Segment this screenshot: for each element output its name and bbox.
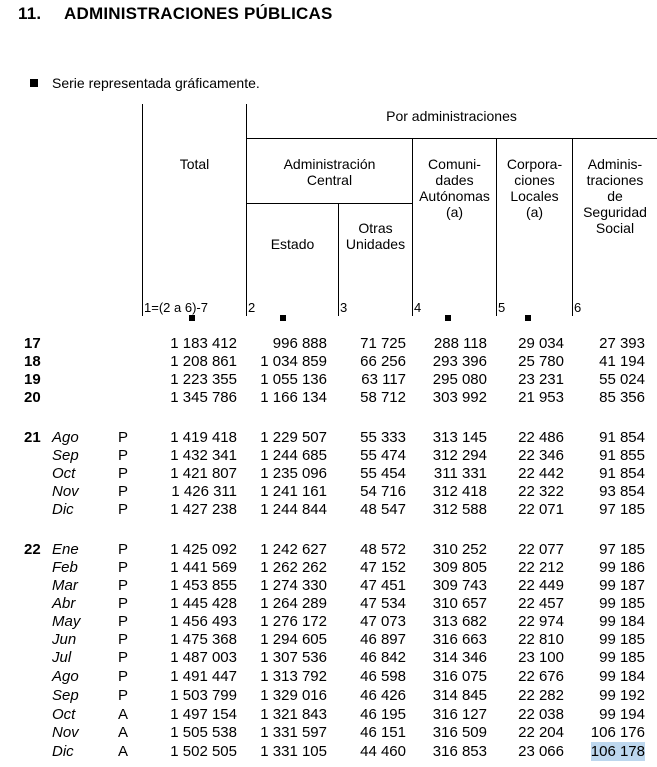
cell-col-5: 23 066 [518, 743, 564, 760]
cell-col-3: 46 426 [360, 687, 406, 704]
cell-col-6: 55 024 [599, 371, 645, 388]
cell-col-5: 22 212 [518, 559, 564, 576]
cell-col-4: 314 346 [432, 649, 487, 666]
row-flag: P [118, 631, 129, 648]
cell-col-4: 310 657 [432, 595, 487, 612]
table-row [0, 558, 657, 577]
cell-col-3: 46 842 [360, 649, 406, 666]
table-row [0, 686, 657, 705]
cell-col-1: 1 223 355 [170, 371, 237, 388]
column-number-3: 3 [340, 300, 348, 315]
square-bullet-icon [30, 79, 38, 87]
cell-col-3: 46 195 [360, 706, 406, 723]
graphed-series-marker-icon [189, 315, 195, 321]
cell-col-3: 46 897 [360, 631, 406, 648]
column-number-4: 4 [414, 300, 422, 315]
cell-col-1: 1 441 569 [170, 559, 237, 576]
cell-col-6: 99 185 [599, 631, 645, 648]
row-flag: P [118, 613, 129, 630]
cell-col-5: 21 953 [518, 389, 564, 406]
table-row [0, 352, 657, 371]
cell-col-1: 1 432 341 [170, 447, 237, 464]
table-row [0, 667, 657, 686]
divider-total [142, 104, 143, 316]
row-flag: P [118, 595, 129, 612]
cell-col-2: 1 329 016 [260, 687, 327, 704]
cell-col-5: 22 322 [518, 483, 564, 500]
cell-col-3: 44 460 [360, 743, 406, 760]
cell-col-5: 22 204 [518, 724, 564, 741]
row-year: 20 [24, 389, 41, 406]
group-header: Por administraciones [386, 108, 517, 124]
cell-col-5: 22 810 [518, 631, 564, 648]
table-row [0, 464, 657, 483]
cell-col-3: 47 152 [360, 559, 406, 576]
row-flag: P [118, 541, 129, 558]
cell-col-5: 22 346 [518, 447, 564, 464]
section-title: ADMINISTRACIONES PÚBLICAS [64, 4, 333, 23]
cell-col-3: 66 256 [360, 353, 406, 370]
row-month: Ene [52, 541, 79, 558]
row-month: Ago [52, 668, 79, 685]
cell-col-5: 22 457 [518, 595, 564, 612]
row-year: 19 [24, 371, 41, 388]
cell-col-6: 99 187 [599, 577, 645, 594]
row-month: Nov [52, 724, 79, 741]
cell-col-2: 1 229 507 [260, 429, 327, 446]
cell-col-6: 99 185 [599, 649, 645, 666]
cell-col-1: 1 208 861 [170, 353, 237, 370]
cell-col-3: 63 117 [361, 371, 406, 388]
cell-col-1: 1 497 154 [170, 706, 237, 723]
cell-col-2: 1 235 096 [260, 465, 327, 482]
cell-col-5: 23 231 [518, 371, 564, 388]
table-row [0, 540, 657, 559]
serie-note-text: Serie representada gráficamente. [52, 75, 260, 91]
row-flag: P [118, 687, 129, 704]
row-year: 22 [24, 541, 41, 558]
cell-col-2: 1 264 289 [260, 595, 327, 612]
table-row [0, 630, 657, 649]
cell-col-2: 1 262 262 [260, 559, 327, 576]
cell-col-2: 1 274 330 [260, 577, 327, 594]
cell-col-1: 1 427 238 [170, 501, 237, 518]
cell-col-6: 99 194 [599, 706, 645, 723]
table-row [0, 500, 657, 519]
cell-col-4: 311 331 [433, 465, 487, 482]
table-row [0, 388, 657, 407]
row-month: Dic [52, 743, 74, 760]
cell-col-3: 46 598 [360, 668, 406, 685]
cell-col-6: 27 393 [599, 335, 645, 352]
table-row [0, 742, 657, 761]
row-month: Jul [52, 649, 72, 666]
row-flag: P [118, 559, 129, 576]
total-header: Total [179, 156, 210, 172]
cell-col-4: 303 992 [432, 389, 487, 406]
graphed-series-marker-icon [445, 315, 451, 321]
cell-col-6: 99 185 [599, 595, 645, 612]
row-year: 18 [24, 353, 41, 370]
cell-col-2: 1 241 161 [260, 483, 327, 500]
row-month: Mar [52, 577, 78, 594]
cell-col-6: 91 854 [599, 465, 645, 482]
graphed-series-marker-icon [525, 315, 531, 321]
section-number: 11. [18, 4, 42, 23]
cell-col-6: 99 184 [599, 613, 645, 630]
cell-col-4: 312 588 [432, 501, 487, 518]
cell-col-3: 55 474 [360, 447, 406, 464]
row-month: Jun [52, 631, 77, 648]
table-row [0, 723, 657, 742]
otras-unidades-header: Otras Unidades [345, 220, 406, 252]
row-month: Ago [52, 429, 79, 446]
cell-col-5: 22 442 [518, 465, 564, 482]
cell-col-1: 1 502 505 [170, 743, 237, 760]
cell-col-2: 1 307 536 [260, 649, 327, 666]
cell-col-4: 309 805 [432, 559, 487, 576]
row-month: Feb [52, 559, 78, 576]
cell-col-2: 1 055 136 [260, 371, 327, 388]
table-row [0, 648, 657, 667]
row-year: 21 [24, 429, 41, 446]
cell-col-2: 1 294 605 [260, 631, 327, 648]
graphed-series-marker-icon [280, 315, 286, 321]
cell-col-1: 1 419 418 [170, 429, 237, 446]
cell-col-4: 316 663 [432, 631, 487, 648]
cell-col-2: 1 034 859 [260, 353, 327, 370]
row-flag: P [118, 465, 129, 482]
cell-col-3: 47 451 [360, 577, 406, 594]
cell-col-6: 99 184 [599, 668, 645, 685]
cell-col-3: 48 572 [360, 541, 406, 558]
row-flag: P [118, 483, 129, 500]
cell-col-4: 309 743 [432, 577, 487, 594]
cell-col-2: 1 331 597 [260, 724, 327, 741]
table-row [0, 612, 657, 631]
row-flag: A [118, 724, 129, 741]
row-flag: P [118, 501, 129, 518]
cell-col-4: 316 127 [432, 706, 487, 723]
row-flag: P [118, 429, 129, 446]
cell-col-2: 1 313 792 [260, 668, 327, 685]
row-flag: P [118, 668, 129, 685]
divider-admin [246, 104, 247, 316]
row-flag: A [118, 743, 129, 760]
cell-col-5: 22 077 [518, 541, 564, 558]
cell-col-6: 91 855 [599, 447, 645, 464]
column-number-1: 1=(2 a 6)-7 [144, 300, 208, 315]
cell-col-6: 97 185 [599, 541, 645, 558]
row-month: Oct [52, 706, 76, 723]
comunidades-header: Comuni- dades Autónomas (a) [419, 156, 490, 220]
cell-col-1: 1 421 807 [170, 465, 237, 482]
estado-header: Estado [270, 236, 315, 252]
table-row [0, 446, 657, 465]
cell-col-5: 22 486 [518, 429, 564, 446]
row-month: Oct [52, 465, 76, 482]
cell-col-1: 1 345 786 [170, 389, 237, 406]
serie-note [30, 75, 260, 91]
cell-col-5: 22 449 [518, 577, 564, 594]
row-month: Dic [52, 501, 74, 518]
cell-col-4: 312 294 [432, 447, 487, 464]
cell-col-6: 106 176 [590, 724, 645, 741]
table-row [0, 334, 657, 353]
row-month: May [52, 613, 81, 630]
cell-col-2: 1 331 105 [260, 743, 327, 760]
cell-col-4: 295 080 [432, 371, 487, 388]
row-month: Sep [52, 447, 79, 464]
cell-col-4: 314 845 [432, 687, 487, 704]
seguridad-social-header: Adminis- traciones de Seguridad Social [583, 156, 647, 236]
cell-col-2: 1 276 172 [260, 613, 327, 630]
cell-col-5: 29 034 [518, 335, 564, 352]
divider-central [246, 203, 412, 204]
table-row [0, 482, 657, 501]
cell-col-4: 310 252 [432, 541, 487, 558]
cell-col-1: 1 505 538 [170, 724, 237, 741]
row-flag: P [118, 577, 129, 594]
cell-col-4: 313 682 [432, 613, 487, 630]
cell-col-3: 47 534 [360, 595, 406, 612]
column-number-5: 5 [498, 300, 506, 315]
row-month: Abr [52, 595, 76, 612]
row-flag: A [118, 706, 129, 723]
cell-col-5: 23 100 [518, 649, 564, 666]
cell-col-6: 91 854 [599, 429, 645, 446]
cell-col-1: 1 491 447 [170, 668, 237, 685]
cell-col-3: 71 725 [360, 335, 406, 352]
cell-col-1: 1 425 092 [170, 541, 237, 558]
cell-col-2: 1 244 685 [260, 447, 327, 464]
row-flag: P [118, 649, 129, 666]
divider-group [246, 138, 657, 139]
cell-col-2: 996 888 [272, 335, 327, 352]
table-row [0, 370, 657, 389]
row-month: Sep [52, 687, 79, 704]
table-row [0, 594, 657, 613]
cell-col-1: 1 475 368 [170, 631, 237, 648]
cell-col-6: 97 185 [599, 501, 645, 518]
cell-col-1: 1 453 855 [170, 577, 237, 594]
cell-col-3: 46 151 [360, 724, 406, 741]
cell-col-4: 312 418 [432, 483, 487, 500]
cell-col-4: 288 118 [433, 335, 487, 352]
cell-col-3: 58 712 [360, 389, 406, 406]
cell-col-6: 99 192 [599, 687, 645, 704]
cell-col-2: 1 242 627 [260, 541, 327, 558]
table-row [0, 576, 657, 595]
cell-col-1: 1 487 003 [170, 649, 237, 666]
page-title [18, 4, 333, 24]
table-row [0, 428, 657, 447]
cell-col-4: 316 075 [432, 668, 487, 685]
cell-col-6: 99 186 [599, 559, 645, 576]
cell-col-2: 1 321 843 [260, 706, 327, 723]
cell-col-2: 1 166 134 [260, 389, 327, 406]
cell-col-3: 47 073 [360, 613, 406, 630]
cell-col-4: 293 396 [432, 353, 487, 370]
cell-col-5: 22 038 [518, 706, 564, 723]
corporaciones-header: Corpora- ciones Locales (a) [506, 156, 563, 220]
row-flag: P [118, 447, 129, 464]
row-year: 17 [24, 335, 41, 352]
cell-col-4: 316 509 [432, 724, 487, 741]
cell-col-1: 1 503 799 [170, 687, 237, 704]
cell-col-1: 1 426 311 [171, 483, 237, 500]
cell-col-6: 85 356 [599, 389, 645, 406]
cell-col-3: 54 716 [360, 483, 406, 500]
cell-col-5: 22 071 [518, 501, 564, 518]
admin-central-header: Administración Central [283, 156, 376, 188]
cell-col-2: 1 244 844 [260, 501, 327, 518]
cell-col-1: 1 456 493 [170, 613, 237, 630]
column-number-2: 2 [248, 300, 256, 315]
table-row [0, 705, 657, 724]
cell-col-5: 25 780 [518, 353, 564, 370]
cell-col-5: 22 282 [518, 687, 564, 704]
cell-col-3: 48 547 [360, 501, 406, 518]
column-number-6: 6 [574, 300, 582, 315]
cell-col-5: 22 974 [518, 613, 564, 630]
cell-col-3: 55 333 [360, 429, 406, 446]
cell-col-5: 22 676 [518, 668, 564, 685]
cell-col-6: 106 178 [590, 743, 645, 760]
cell-col-3: 55 454 [360, 465, 406, 482]
cell-col-6: 41 194 [599, 353, 645, 370]
cell-col-4: 316 853 [432, 743, 487, 760]
cell-col-4: 313 145 [432, 429, 487, 446]
cell-col-1: 1 445 428 [170, 595, 237, 612]
cell-col-1: 1 183 412 [170, 335, 237, 352]
row-month: Nov [52, 483, 79, 500]
cell-col-6: 93 854 [599, 483, 645, 500]
